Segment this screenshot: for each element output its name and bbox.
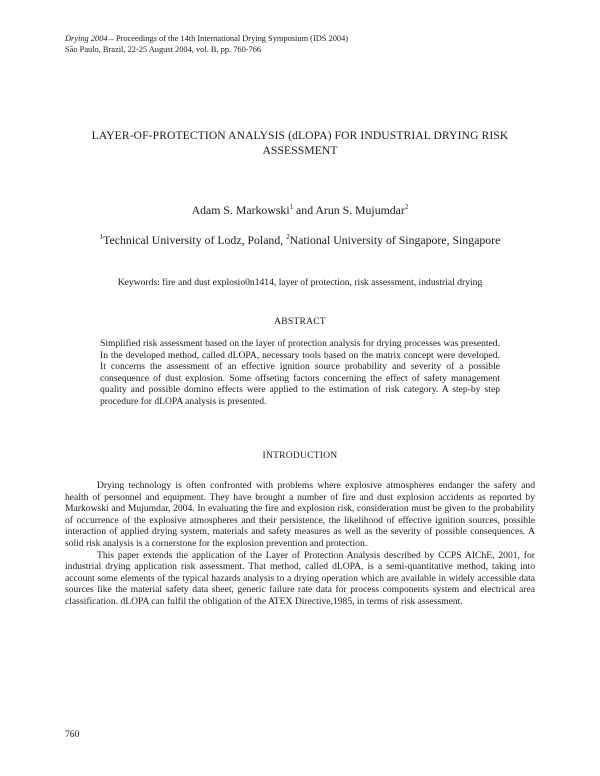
title-line-1: LAYER-OF-PROTECTION ANALYSIS (dLOPA) FOR INDUSTRIAL DRYING RISK bbox=[91, 129, 509, 142]
proceedings-header bbox=[65, 33, 348, 55]
page-number: 760 bbox=[65, 729, 80, 740]
header-line-1 bbox=[65, 33, 348, 44]
introduction-body bbox=[65, 480, 535, 608]
author-conjunction: and bbox=[293, 203, 316, 217]
introduction-paragraph: This paper extends the application of the Layer of Protection Analysis described by CCPS AIChE, 2001, for industrial drying application risk assessment. That method, called dLOPA, is a semi-quantitative method, taking into account some elements of the typical hazards analysis to a drying operation which are available in widely accessible data sources like the material safety data sheet, generic failure rate data for process components system and electrical area classification. dLOPA can fulfil the obligation of the ATEX Directive,1985, in terms of risk assessment. bbox=[65, 549, 535, 607]
author-1-affiliation-mark: 1 bbox=[289, 203, 294, 211]
paper-title bbox=[50, 128, 550, 158]
journal-name: Drying 2004 bbox=[65, 34, 108, 43]
affiliation-1: Technical University of Lodz, Poland, bbox=[103, 233, 287, 247]
affiliation-2: National University of Singapore, Singapore bbox=[289, 233, 501, 247]
affiliation-1-mark: 1 bbox=[99, 233, 104, 241]
author-2-affiliation-mark: 2 bbox=[404, 203, 409, 211]
introduction-heading: INTRODUCTION bbox=[262, 450, 338, 461]
affiliations bbox=[0, 233, 600, 248]
introduction-paragraph: Drying technology is often confronted with problems where explosive atmospheres endanger the safety and health of personnel and equipment. They have brought a number of fire and dust explosion accidents as reported by Markowski and Mujumdar, 2004. In evaluating the fire and explosion risk, consideration must be given to the probability of occurrence of the explosive atmospheres and their persistence, the likelihood of effective ignition sources, possible interaction of applied drying system, materials and safety measures as well as the severity of possible consequences. A solid risk analysis is a cornerstone for the explosion prevention and protection. bbox=[65, 480, 535, 549]
author-2: Arun S. Mujumdar bbox=[315, 203, 405, 217]
header-line-2: São Paulo, Brazil, 22-25 August 2004, vol. B, pp. 760-766 bbox=[65, 45, 262, 54]
abstract-heading: ABSTRACT bbox=[274, 316, 326, 327]
title-line-2: ASSESSMENT bbox=[262, 144, 338, 157]
header-line-1-rest: – Proceedings of the 14th International Drying Symposium (IDS 2004) bbox=[107, 34, 349, 43]
author-1: Adam S. Markowski bbox=[191, 203, 290, 217]
author-list bbox=[0, 203, 600, 218]
abstract-text: Simplified risk assessment based on the layer of protection analysis for drying processes was presented. In the developed method, called dLOPA, necessary tools based on the matrix concept were developed. It concerns the assessment of an effective ignition source probability and severity of a possible consequence of dust explosion. Some offseting factors concerning the effect of safety management quality and possible domino effects were applied to the estimation of risk category. A step-by step procedure for dLOPA analysis is presented. bbox=[100, 338, 500, 407]
affiliation-2-mark: 2 bbox=[286, 233, 290, 241]
keywords: Keywords: fire and dust explosio0n1414, layer of protection, risk assessment, industrial drying bbox=[117, 277, 483, 288]
